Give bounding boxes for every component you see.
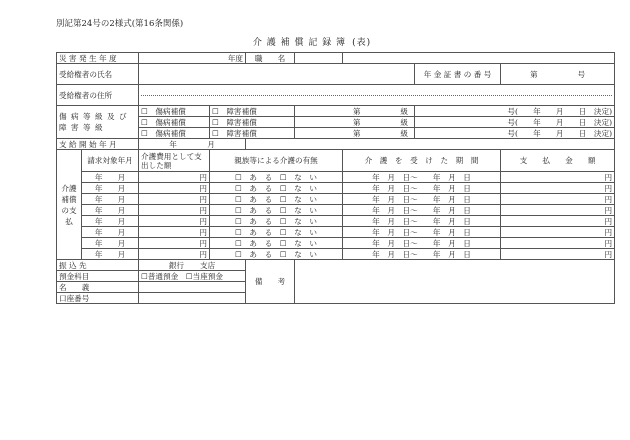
care-payment-side-label: 介護補償の支払: [57, 150, 82, 260]
form-title: [0, 35, 630, 48]
disability-compensation-checkbox[interactable]: ☐ 障害補償: [210, 117, 295, 128]
grade-prefix: 第: [352, 106, 361, 116]
account-number-label: 口座番号: [57, 293, 139, 304]
claim-month-field[interactable]: 年 月: [82, 227, 139, 238]
grade-unit: 級: [400, 106, 409, 116]
expense-amount-field[interactable]: 円: [139, 249, 210, 260]
pension-no-suffix: 号: [577, 69, 586, 79]
title-text: 介 護 補 償 記 録 簿: [252, 38, 347, 48]
grade-field[interactable]: [295, 117, 415, 128]
grade-prefix: 第: [352, 117, 361, 127]
payment-amount-field[interactable]: 円: [501, 249, 615, 260]
care-row: [57, 249, 615, 260]
recipient-name-label: 受給権者の氏名: [57, 64, 139, 85]
recipient-address-field[interactable]: [139, 85, 615, 106]
grade-row: [57, 117, 615, 128]
bank-unit: 銀行: [168, 260, 185, 270]
fiscal-year-unit: 年度: [227, 53, 244, 63]
claim-month-field[interactable]: 年 月: [82, 183, 139, 194]
account-holder-label: 名 義: [57, 282, 139, 293]
account-holder-field[interactable]: [139, 282, 246, 293]
disaster-year-field[interactable]: [139, 53, 246, 64]
grade-decision-date-field[interactable]: 号( 年 月 日 決定): [415, 106, 615, 117]
care-period-field[interactable]: 年 月 日～ 年 月 日: [343, 205, 501, 216]
pension-no-prefix: 第: [529, 69, 538, 79]
remarks-field[interactable]: [295, 260, 615, 304]
grade-row: [57, 128, 615, 139]
claim-month-field[interactable]: 年 月: [82, 194, 139, 205]
care-period-field[interactable]: 年 月 日～ 年 月 日: [343, 172, 501, 183]
family-care-checkbox[interactable]: ☐ あ る ☐ な い: [210, 216, 343, 227]
family-care-checkbox[interactable]: ☐ あ る ☐ な い: [210, 183, 343, 194]
care-row: [57, 194, 615, 205]
claim-month-field[interactable]: 年 月: [82, 216, 139, 227]
claim-month-field[interactable]: 年 月: [82, 238, 139, 249]
grade-unit: 級: [400, 128, 409, 138]
job-title-label: 職 名: [246, 53, 295, 64]
payment-amount-field[interactable]: 円: [501, 205, 615, 216]
care-period-field[interactable]: 年 月 日～ 年 月 日: [343, 238, 501, 249]
family-care-checkbox[interactable]: ☐ あ る ☐ な い: [210, 205, 343, 216]
header-expense: 介護費用として支出した額: [139, 150, 210, 172]
grade-label: 傷 病 等 級 及 び 障 害 等 級: [57, 106, 139, 139]
payment-amount-field[interactable]: 円: [501, 194, 615, 205]
care-period-field[interactable]: 年 月 日～ 年 月 日: [343, 183, 501, 194]
blank-cell: [246, 139, 615, 150]
header-care-period: 介 護 を 受 け た 期 間: [343, 150, 501, 172]
account-number-field[interactable]: [139, 293, 246, 304]
bank-branch-field[interactable]: [139, 260, 246, 271]
payment-start-label: 支 給 開 始 年 月: [57, 139, 139, 150]
grade-field[interactable]: [295, 128, 415, 139]
expense-amount-field[interactable]: 円: [139, 238, 210, 249]
family-care-checkbox[interactable]: ☐ あ る ☐ な い: [210, 238, 343, 249]
title-suffix: (表): [352, 38, 372, 48]
remarks-label: 備 考: [246, 260, 295, 304]
care-compensation-record-table: [56, 52, 615, 304]
grade-decision-date-field[interactable]: 号( 年 月 日 決定): [415, 128, 615, 139]
care-row: [57, 172, 615, 183]
family-care-checkbox[interactable]: ☐ あ る ☐ な い: [210, 227, 343, 238]
pension-number-field[interactable]: [501, 64, 615, 85]
care-period-field[interactable]: 年 月 日～ 年 月 日: [343, 227, 501, 238]
transfer-label: 振 込 先: [57, 260, 139, 271]
payment-amount-field[interactable]: 円: [501, 216, 615, 227]
recipient-name-field[interactable]: [139, 64, 415, 85]
claim-month-field[interactable]: 年 月: [82, 205, 139, 216]
disaster-year-label: 災 害 発 生 年 度: [57, 53, 139, 64]
injury-compensation-checkbox[interactable]: ☐ 傷病補償: [139, 128, 210, 139]
expense-amount-field[interactable]: 円: [139, 194, 210, 205]
care-row: [57, 227, 615, 238]
claim-month-field[interactable]: 年 月: [82, 172, 139, 183]
address-dotted-line: [141, 94, 612, 96]
deposit-type-options[interactable]: ☐普通預金 ☐当座預金: [139, 271, 246, 282]
grade-row: [57, 106, 615, 117]
injury-compensation-checkbox[interactable]: ☐ 傷病補償: [139, 117, 210, 128]
payment-start-field[interactable]: 年 月: [139, 139, 246, 150]
blank-cell: [343, 53, 615, 64]
branch-unit: 支店: [200, 260, 216, 270]
expense-amount-field[interactable]: 円: [139, 172, 210, 183]
grade-prefix: 第: [352, 128, 361, 138]
disability-compensation-checkbox[interactable]: ☐ 障害補償: [210, 106, 295, 117]
care-row: [57, 216, 615, 227]
payment-amount-field[interactable]: 円: [501, 183, 615, 194]
family-care-checkbox[interactable]: ☐ あ る ☐ な い: [210, 172, 343, 183]
header-family-care: 親族等による介護の有無: [210, 150, 343, 172]
pension-certificate-label: 年 金 証 書 の 番 号: [415, 64, 501, 85]
expense-amount-field[interactable]: 円: [139, 183, 210, 194]
disability-compensation-checkbox[interactable]: ☐ 障害補償: [210, 128, 295, 139]
payment-amount-field[interactable]: 円: [501, 238, 615, 249]
expense-amount-field[interactable]: 円: [139, 205, 210, 216]
grade-unit: 級: [400, 117, 409, 127]
recipient-address-label: 受給権者の住所: [57, 85, 139, 106]
grade-decision-date-field[interactable]: 号( 年 月 日 決定): [415, 117, 615, 128]
expense-amount-field[interactable]: 円: [139, 227, 210, 238]
care-period-field[interactable]: 年 月 日～ 年 月 日: [343, 216, 501, 227]
care-row: [57, 238, 615, 249]
job-title-field[interactable]: [295, 53, 343, 64]
payment-amount-field[interactable]: 円: [501, 172, 615, 183]
family-care-checkbox[interactable]: ☐ あ る ☐ な い: [210, 194, 343, 205]
header-claim-month: 請求対象年月: [82, 150, 139, 172]
family-care-checkbox[interactable]: ☐ あ る ☐ な い: [210, 249, 343, 260]
header-payment-amount: 支 払 金 額: [501, 150, 615, 172]
payment-amount-field[interactable]: 円: [501, 227, 615, 238]
care-row: [57, 183, 615, 194]
care-period-field[interactable]: 年 月 日～ 年 月 日: [343, 194, 501, 205]
expense-amount-field[interactable]: 円: [139, 216, 210, 227]
injury-compensation-checkbox[interactable]: ☐ 傷病補償: [139, 106, 210, 117]
care-row: [57, 205, 615, 216]
deposit-type-label: 預金科目: [57, 271, 139, 282]
form-number: 別記第24号の2様式(第16条関係): [56, 19, 184, 29]
care-period-field[interactable]: 年 月 日～ 年 月 日: [343, 249, 501, 260]
grade-field[interactable]: [295, 106, 415, 117]
claim-month-field[interactable]: 年 月: [82, 249, 139, 260]
